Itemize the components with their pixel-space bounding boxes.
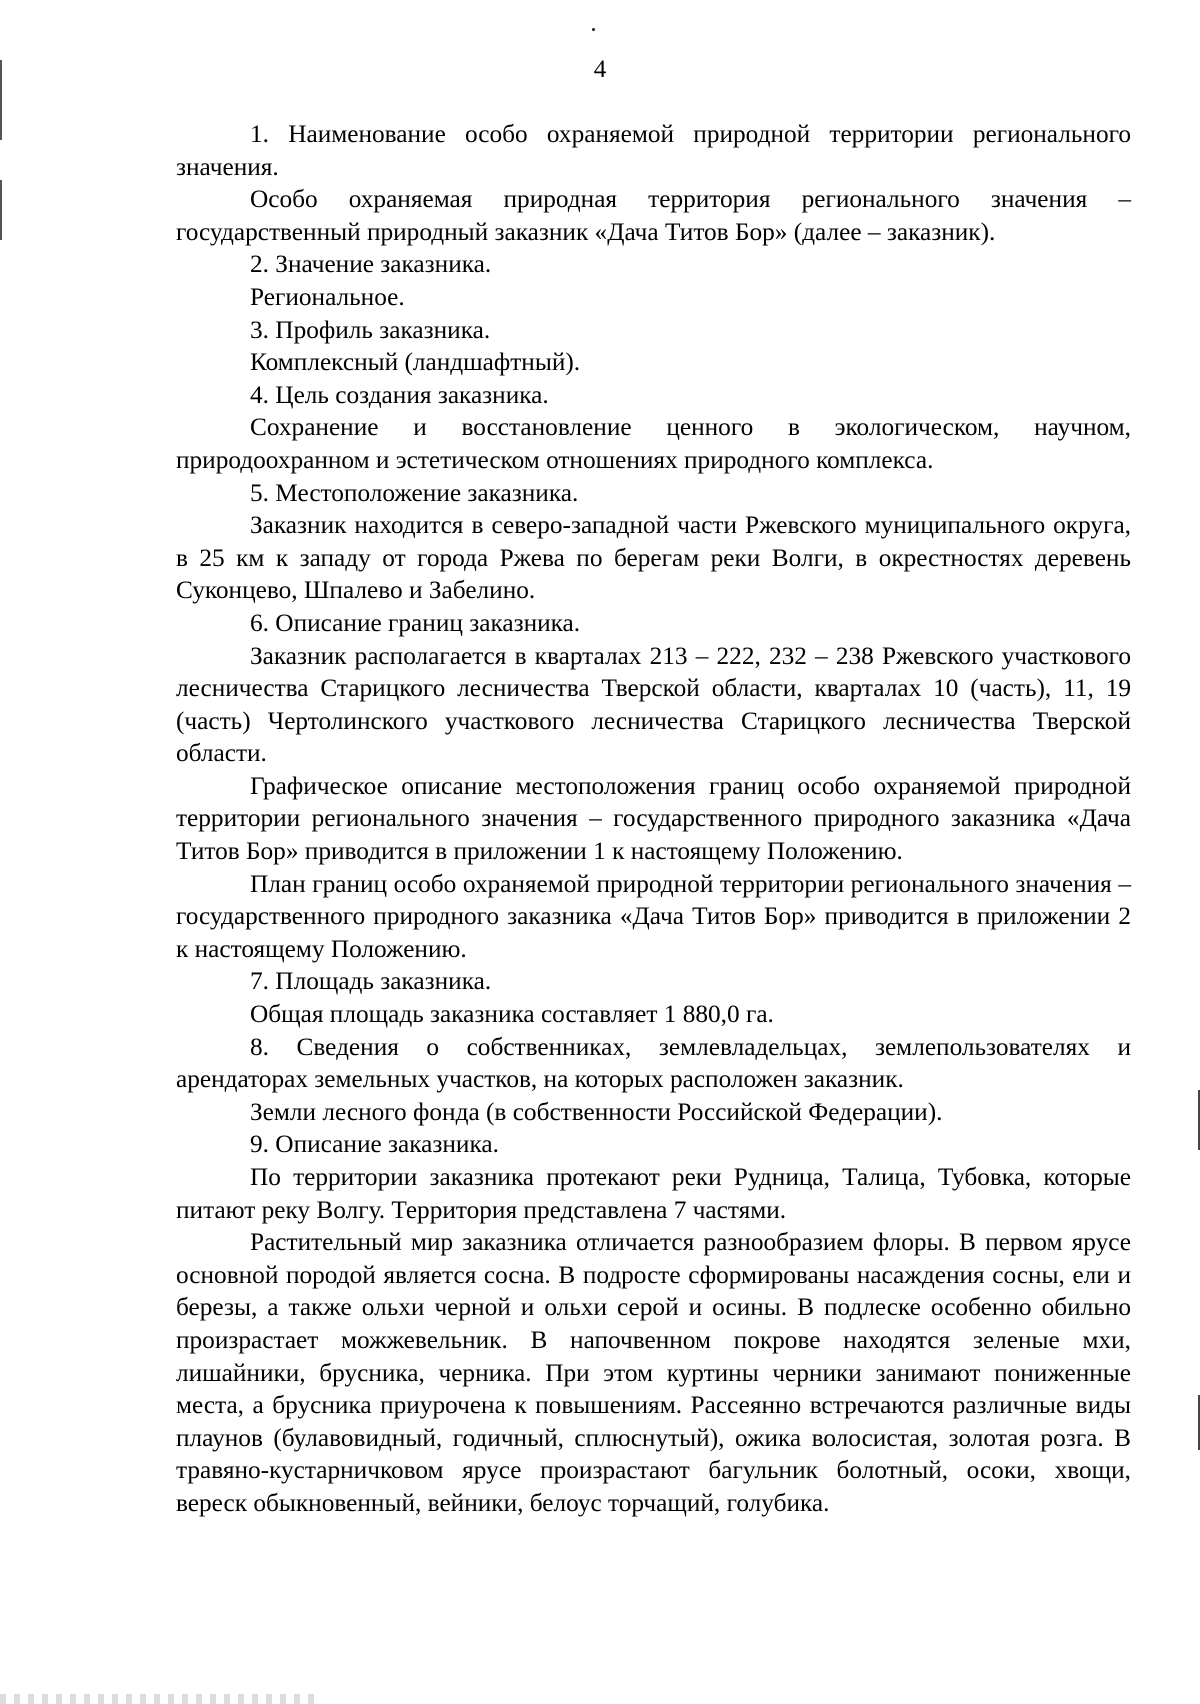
document-body [176, 118, 1131, 1520]
section-heading: 2. Значение заказника. [250, 250, 492, 279]
paragraph: Земли лесного фонда (в собственности Российской Федерации). [250, 1097, 943, 1126]
paragraph: Заказник располагается в кварталах 213 – 222, 232 – 238 Ржевского участкового лесничества Старицкого лесничества Тверской области, кварталах 10 (часть), 11, 19 (часть) Чертолинского участкового лесничества Старицкого лесничества Тверской области. [176, 641, 1131, 768]
section-heading: 7. Площадь заказника. [250, 967, 492, 996]
scan-edge-mark [0, 180, 2, 240]
section-heading: 6. Описание границ заказника. [250, 608, 581, 637]
scan-footer-noise [0, 1694, 320, 1704]
paragraph: План границ особо охраняемой природной территории регионального значения – государственного природного заказника «Дача Титов Бор» приводится в приложении 2 к настоящему Положению. [176, 869, 1131, 963]
paragraph: Региональное. [250, 282, 405, 311]
section-heading: 3. Профиль заказника. [250, 315, 491, 344]
paragraph: Общая площадь заказника составляет 1 880,0 га. [250, 1000, 774, 1029]
paragraph: Графическое описание местоположения границ особо охраняемой природной территории регионального значения – государственного природного заказника «Дача Титов Бор» приводится в приложении 1 к настоящему Положению. [176, 771, 1131, 866]
paragraph: Заказник находится в северо-западной части Ржевского муниципального округа, в 25 км к западу от города Ржева по берегам реки Волги, в окрестностях деревень Суконцево, Шпалево и Забелино. [176, 511, 1131, 605]
page-number: 4 [593, 56, 607, 83]
paragraph: Растительный мир заказника отличается разнообразием флоры. В первом ярусе основной породой является сосна. В подросте сформированы насаждения сосны, ели и березы, а также ольхи черной и ольхи серой и осины. В подлеске особенно обильно произрастает можжевельник. В напочвенном покрове находятся зеленые мхи, лишайники, брусника, черника. При этом куртины черники занимают пониженные места, а брусника приурочена к повышениям. Рассеянно встречаются различные виды плаунов (булавовидный, годичный, сплюснутый), ожика волосистая, золотая розга. В травяно-кустарничковом ярусе произрастают багульник болотный, осоки, хвощи, вереск обыкновенный, вейники, белоус торчащий, голубика. [176, 1228, 1131, 1517]
scan-speck [592, 28, 595, 31]
paragraph: Особо охраняемая природная территория регионального значения – государственный природный заказник «Дача Титов Бор» (далее – заказник). [176, 185, 1131, 246]
paragraph: По территории заказника протекают реки Рудница, Талица, Тубовка, которые питают реку Волгу. Территория представлена 7 частями. [176, 1163, 1131, 1224]
section-heading: 4. Цель создания заказника. [250, 380, 549, 409]
section-heading: 1. Наименование особо охраняемой природной территории регионального значения. [176, 120, 1131, 181]
paragraph: Комплексный (ландшафтный). [250, 348, 581, 377]
section-heading: 8. Сведения о собственниках, землевладельцах, землепользователях и арендаторах земельных участков, на которых расположен заказник. [176, 1032, 1131, 1094]
section-heading: 9. Описание заказника. [250, 1130, 499, 1159]
section-heading: 5. Местоположение заказника. [250, 478, 579, 507]
paragraph: Сохранение и восстановление ценного в экологическом, научном, природоохранном и эстетическом отношениях природного комплекса. [176, 413, 1131, 474]
